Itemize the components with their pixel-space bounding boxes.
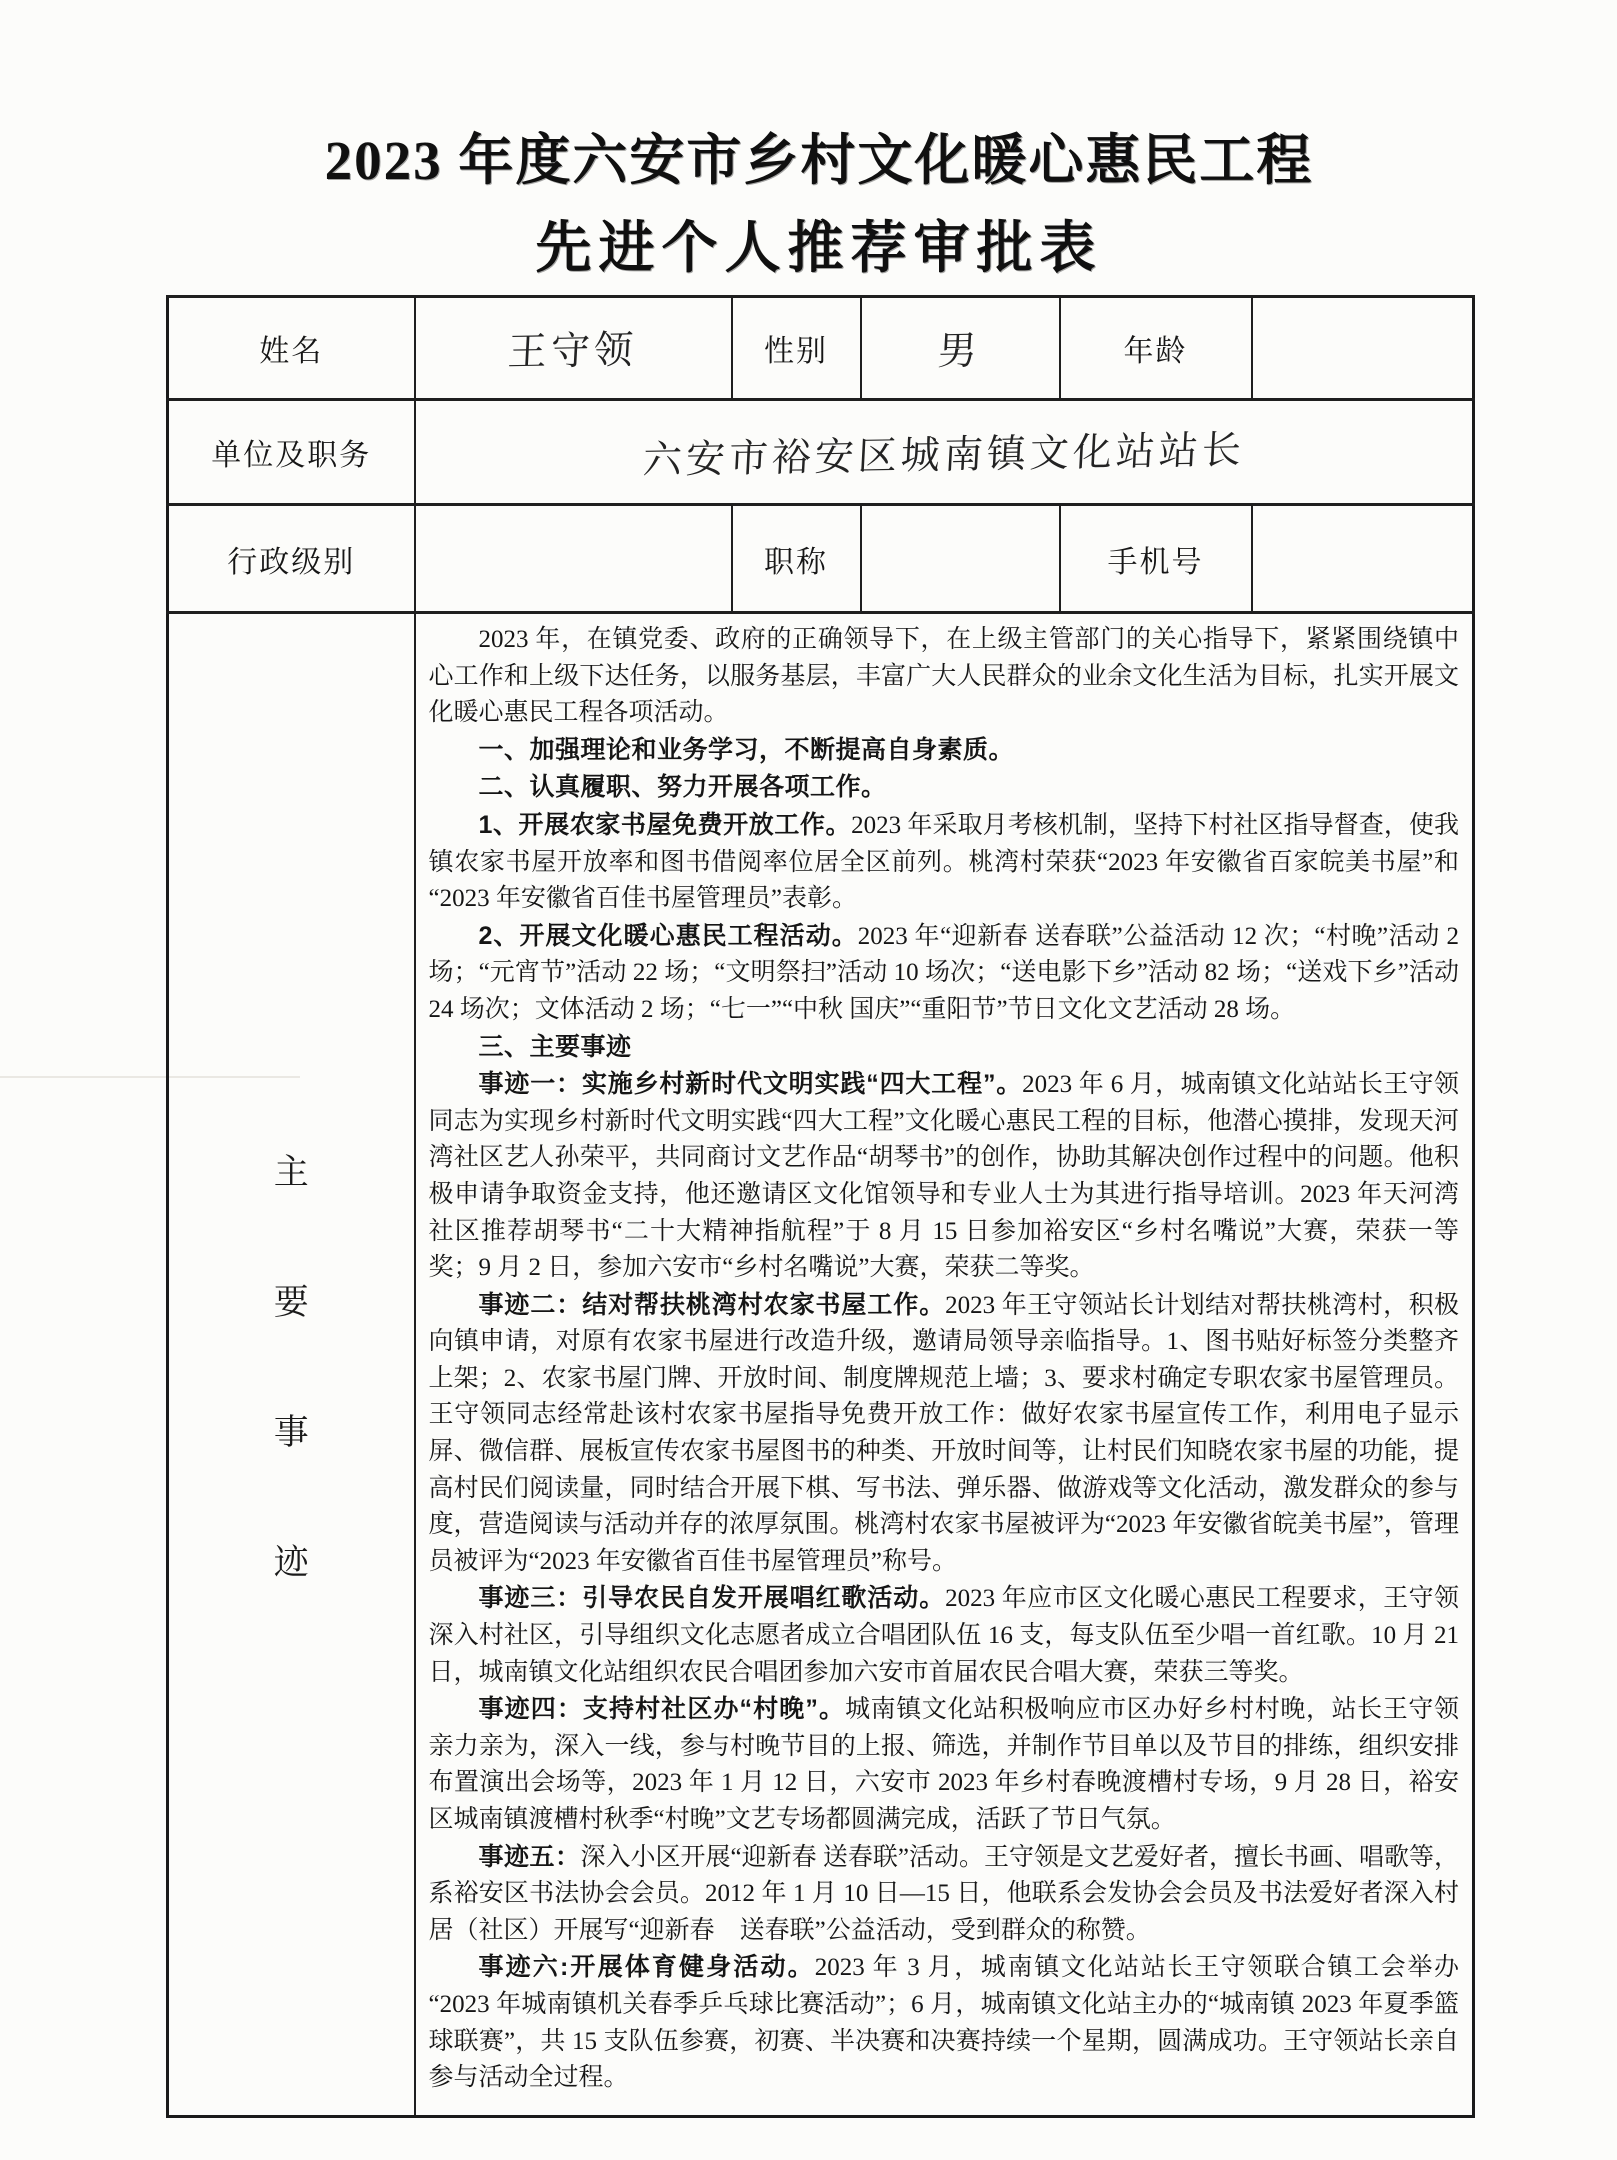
age-label: 年龄	[1060, 297, 1252, 400]
phone-value-cell	[1252, 505, 1474, 613]
gender-value-cell	[861, 297, 1060, 400]
main-deeds-text	[416, 616, 1473, 2113]
main-deeds-vertical-label	[169, 1145, 414, 1585]
age-value-cell	[1252, 297, 1474, 400]
deeds-paragraph-deed4: 事迹四：支持村社区办“村晚”。城南镇文化站积极响应市区办好乡村村晚，站长王守领亲力亲为，深入一线，参与村晚节目的上报、筛选，并制作节目单以及节目的排练，组织安排布置演出会场等，2023 年 1 月 12 日，六安市 2023 年乡村春晚渡槽村专场，9 月 28 日，裕安区城南镇渡槽村秋季“村晚”文艺专场都圆满完成，活跃了节日气氛。	[428, 1695, 1459, 1833]
main-deeds-label-cell	[168, 613, 415, 2117]
deeds-paragraph-section1: 一、加强理论和业务学习，不断提高自身素质。	[478, 735, 1015, 764]
name-label: 姓名	[168, 297, 415, 400]
approval-form-table	[166, 295, 1475, 2118]
deeds-paragraph-deed6: 事迹六:开展体育健身活动。2023 年 3 月，城南镇文化站站长王守领联合镇工会举办“2023 年城南镇机关春季乒乓球比赛活动”；6 月，城南镇文化站主办的“城南镇 2023 年夏季篮球联赛”，共 15 支队伍参赛，初赛、半决赛和决赛持续一个星期，圆满成功。王守领站长亲自参与活动全过程。	[428, 1953, 1459, 2092]
unit-value-cell	[415, 400, 1474, 505]
deeds-paragraph-deed5: 事迹五：深入小区开展“迎新春 送春联”活动。王守领是文艺爱好者，擅长书画、唱歌等，系裕安区书法协会会员。2012 年 1 月 10 日—15 日，他联系会发协会会员及书法爱好者深入村居（社区）开展写“迎新春 送春联”公益活动，受到群众的称赞。	[428, 1842, 1459, 1944]
deeds-paragraph-deed1: 事迹一：实施乡村新时代文明实践“四大工程”。2023 年 6 月，城南镇文化站站长王守领同志为实现乡村新时代文明实践“四大工程”文化暖心惠民工程的目标，他潜心摸排，发现天河湾社区艺人孙荣平，共同商讨文艺作品“胡琴书”的创作，协助其解决创作过程中的问题。他积极申请争取资金支持，他还邀请区文化馆领导和专业人士为其进行指导培训。2023 年天河湾社区推荐胡琴书“二十大精神指航程”于 8 月 15 日参加裕安区“乡村名嘴说”大赛，荣获一等奖；9 月 2 日，参加六安市“乡村名嘴说”大赛，荣获二等奖。	[428, 1070, 1459, 1282]
deeds-paragraph-section3: 三、主要事迹	[478, 1032, 632, 1061]
row-unit-position	[168, 400, 1474, 505]
deeds-paragraph-item1: 1、开展农家书屋免费开放工作。2023 年采取月考核机制，坚持下村社区指导督查，使我镇农家书屋开放率和图书借阅率位居全区前列。桃湾村荣获“2023 年安徽省百家皖美书屋”和“2023 年安徽省百佳书屋管理员”表彰。	[428, 810, 1459, 913]
deeds-paragraph-intro: 2023 年，在镇党委、政府的正确领导下，在上级主管部门的关心指导下，紧紧围绕镇中心工作和上级下达任务，以服务基层，丰富广大人民群众的业余文化生活为目标，扎实开展文化暖心惠民工程各项活动。	[428, 626, 1459, 727]
deeds-paragraph-section2: 二、认真履职、努力开展各项工作。	[478, 773, 887, 802]
name-value: 王守领	[507, 328, 639, 375]
deeds-paragraph-item2: 2、开展文化暖心惠民工程活动。2023 年“迎新春 送春联”公益活动 12 次；“村晚”活动 2 场；“元宵节”活动 22 场；“文明祭扫”活动 10 场次；“送电影下乡”活动 82 场；“送戏下乡”活动 24 场次；文体活动 2 场；“七一”“中秋 国庆”“重阳节”节日文化文艺活动 28 场。	[428, 921, 1459, 1023]
gender-value: 男	[937, 329, 983, 374]
row-main-deeds	[168, 613, 1474, 2117]
phone-label: 手机号	[1060, 505, 1252, 613]
deeds-label-char: 要	[273, 1282, 309, 1322]
row-admin-title-phone	[168, 505, 1474, 613]
main-deeds-content-cell	[415, 613, 1474, 2117]
name-value-cell	[415, 297, 732, 400]
unit-label: 单位及职务	[168, 400, 415, 505]
job-title-label: 职称	[732, 505, 861, 613]
deeds-label-char: 迹	[273, 1542, 309, 1582]
row-name-gender-age	[168, 297, 1474, 400]
admin-level-value-cell	[415, 505, 732, 613]
deeds-paragraph-deed2: 事迹二：结对帮扶桃湾村农家书屋工作。2023 年王守领站长计划结对帮扶桃湾村，积极向镇申请，对原有农家书屋进行改造升级，邀请局领导亲临指导。1、图书贴好标签分类整齐上架；2、农家书屋门牌、开放时间、制度牌规范上墙；3、要求村确定专职农家书屋管理员。王守领同志经常赴该村农家书屋指导免费开放工作：做好农家书屋宣传工作，利用电子显示屏、微信群、展板宣传农家书屋图书的种类、开放时间等，让村民们知晓农家书屋的功能，提高村民们阅读量，同时结合开展下棋、写书法、弹乐器、做游戏等文化活动，激发群众的参与度，营造阅读与活动并存的浓厚氛围。桃湾村农家书屋被评为“2023 年安徽省皖美书屋”，管理员被评为“2023 年安徽省百佳书屋管理员”称号。	[428, 1290, 1459, 1575]
deeds-paragraph-deed3: 事迹三：引导农民自发开展唱红歌活动。2023 年应市区文化暖心惠民工程要求，王守领深入村社区，引导组织文化志愿者成立合唱团队伍 16 支，每支队伍至少唱一首红歌。10 月 21 日，城南镇文化站组织农民合唱团参加六安市首届农民合唱大赛，荣获三等奖。	[428, 1584, 1459, 1686]
job-title-value-cell	[861, 505, 1060, 613]
document-title-line2: 先进个人推荐审批表	[535, 218, 1103, 280]
gender-label: 性别	[732, 297, 861, 400]
unit-value: 六安市裕安区城南镇文化站站长	[641, 428, 1246, 483]
deeds-label-char: 主	[273, 1152, 309, 1192]
deeds-label-char: 事	[273, 1412, 309, 1452]
admin-level-label: 行政级别	[168, 505, 415, 613]
document-title-line1: 2023 年度六安市乡村文化暖心惠民工程	[324, 130, 1314, 191]
